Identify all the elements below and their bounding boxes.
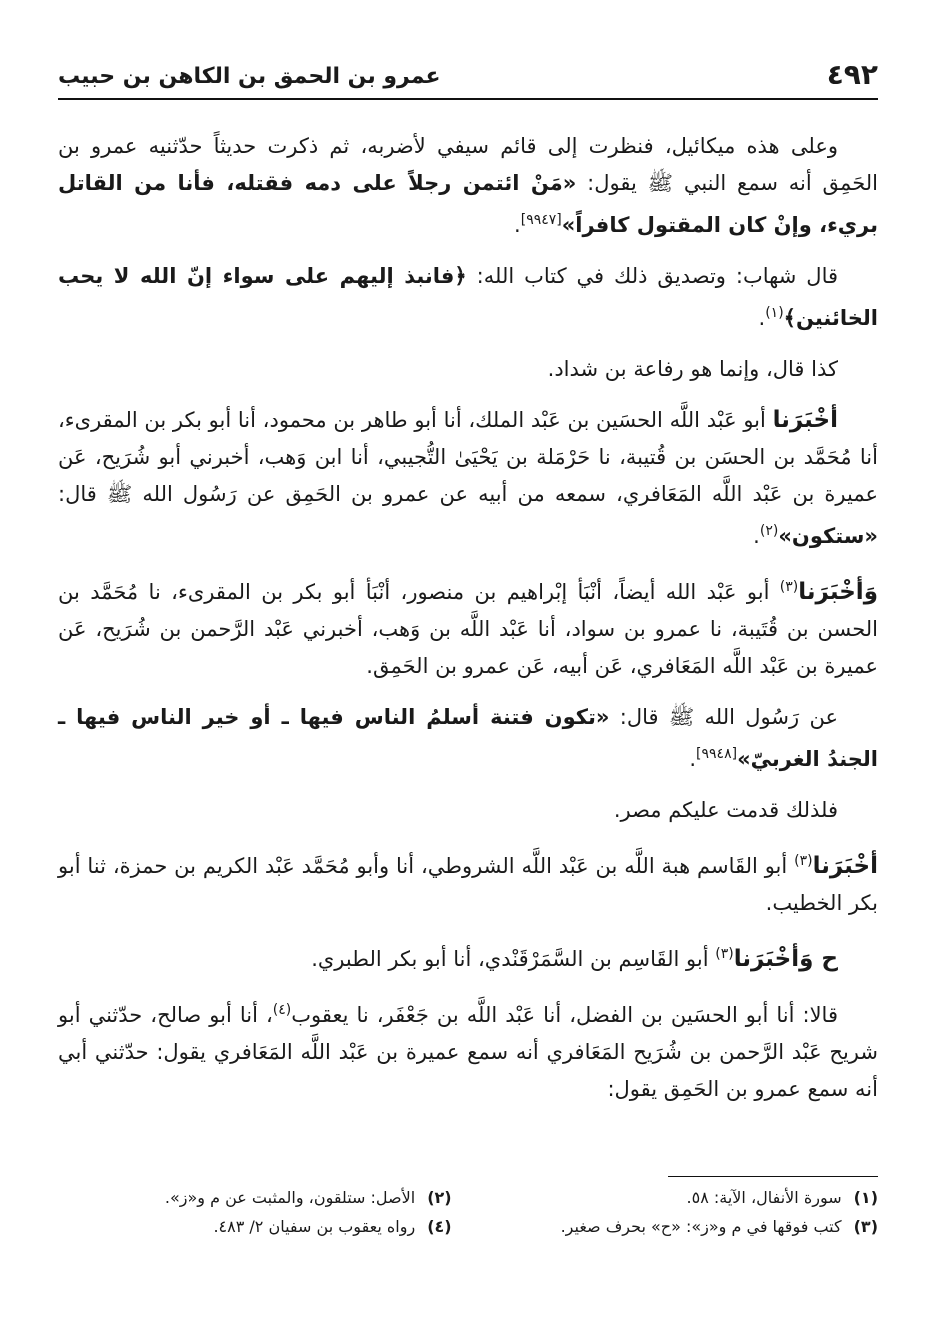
- footnote-ref: (٣): [779, 579, 799, 595]
- paragraph-text: قال شهاب: وتصديق ذلك في كتاب الله:: [466, 264, 839, 288]
- paragraph-7: [58, 792, 878, 829]
- footnote-1: [484, 1188, 878, 1207]
- period: .: [753, 524, 760, 548]
- chain-lead-word: أخْبَرَنا: [772, 407, 838, 433]
- paragraph-5: [58, 569, 878, 685]
- period: .: [758, 306, 766, 330]
- footnote-number: (٢): [427, 1188, 452, 1207]
- footnote-text: سورة الأنفال، الآية: ٥٨.: [686, 1188, 842, 1207]
- book-page: [58, 48, 878, 1298]
- footnote-ref: (٣): [794, 853, 813, 869]
- paragraph-9: [58, 936, 878, 978]
- paragraph-10: [58, 992, 878, 1108]
- page-number: ٤٩٢: [826, 58, 878, 91]
- paragraph-4: [58, 402, 878, 555]
- footnote-text: الأصل: ستلقون، والمثبت عن م و«ز».: [164, 1188, 416, 1207]
- footnote-3: [484, 1217, 878, 1236]
- running-title: عمرو بن الحمق بن الكاهن بن حبيب: [58, 64, 441, 89]
- page-body: [58, 128, 878, 1122]
- paragraph-text: أبو القَاسِم بن السَّمَرْقَنْدي، أنا أبو بكر الطبري.: [311, 947, 716, 971]
- page-header: [58, 48, 878, 96]
- footnote-number: (١): [853, 1188, 878, 1207]
- paragraph-8: [58, 843, 878, 922]
- period: .: [514, 213, 521, 237]
- paragraph-text: فلذلك قدمت عليكم مصر.: [613, 798, 838, 822]
- chain-lead-word: ح وَأخْبَرَنا: [733, 946, 838, 972]
- footnote-ref: (٤): [272, 1002, 292, 1018]
- paragraph-6: [58, 699, 878, 778]
- footnote-ref: (٣): [715, 946, 734, 962]
- footnote-number: (٣): [853, 1217, 878, 1236]
- quran-quote: ﴿فانبذ إليهم على سواء إنّ الله لا يحب الخائنين﴾: [58, 264, 878, 330]
- chain-lead-word: أخْبَرَنا: [812, 853, 878, 879]
- hadith-number: [٩٩٤٧]: [520, 212, 562, 228]
- period: .: [689, 747, 697, 771]
- paragraph-text: أبو القَاسم هبة اللَّه بن عَبْد اللَّه الشروطي، أنا وأبو مُحَمَّد عَبْد الكريم بن حمزة، ثنا أبو بكر الخطيب.: [58, 854, 878, 915]
- footnote-2: [58, 1188, 452, 1207]
- hadith-quote: «تكون فتنة أسلمُ الناس فيها ـ أو خير الناس فيها ـ الجندُ الغربيّ»: [58, 705, 878, 771]
- hadith-quote: «مَنْ ائتمن رجلاً على دمه فقتله، فأنا من القاتل بريء، وإنْ كان المقتول كافراً»: [58, 171, 878, 237]
- paragraph-text: كذا قال، وإنما هو رفاعة بن شداد.: [547, 357, 838, 381]
- header-rule: [58, 98, 878, 100]
- paragraph-text: عن رَسُول الله ﷺ قال:: [609, 705, 838, 729]
- footnotes: [58, 1188, 878, 1246]
- paragraph-text: وعلى هذه ميكائيل، فنظرت إلى قائم سيفي لأضربه، ثم ذكرت حديثاً حدّثنيه عمرو بن الحَمِق أنه سمع النبي ﷺ يقول:: [58, 134, 878, 195]
- paragraph-1: [58, 128, 878, 244]
- paragraph-2: [58, 258, 878, 337]
- footnote-4: [58, 1217, 452, 1236]
- footnote-row: [58, 1217, 878, 1236]
- hadith-number: [٩٩٤٨]: [696, 746, 738, 762]
- footnote-rule: [668, 1176, 878, 1177]
- paragraph-text: قالا: أنا أبو الحسَين بن الفضل، أنا عَبْد اللَّه بن جَعْفَر، نا يعقوب: [291, 1003, 838, 1027]
- hadith-quote: «ستكون»: [778, 524, 878, 548]
- footnote-number: (٤): [427, 1217, 452, 1236]
- footnote-ref: (٢): [759, 523, 779, 539]
- paragraph-text: أبو عَبْد اللَّه الحسَين بن عَبْد الملك، أنا أبو طاهر بن محمود، أنا أبو بكر بن المقرىء، أنا مُحَمَّد بن الحسَن بن قُتيبة، نا حَرْمَلة بن يَحْيَىٰ التُّجيبي، أنا ابن وَهب، أخبرني أبو شُرَيح، عَن عميرة بن عَبْد اللَّه المَعَافري، سمعه من أبيه عن عمرو بن الحَمِق عن رَسُول الله ﷺ قال:: [58, 408, 878, 506]
- paragraph-3: [58, 351, 878, 388]
- paragraph-text: ، أنا أبو صالح، حدّثني أبو شريح عَبْد الرَّحمن بن شُرَيح المَعَافري أنه سمع عميرة بن عَبْد اللَّه المَعَافري يقول: حدّثني أبي أنه سمع عمرو بن الحَمِق يقول:: [58, 1003, 878, 1101]
- chain-lead-word: وَأخْبَرَنا: [798, 579, 878, 605]
- footnote-text: رواه يعقوب بن سفيان ٢/ ٤٨٣.: [213, 1217, 416, 1236]
- footnote-text: كتب فوقها في م و«ز»: «ح» بحرف صغير.: [560, 1217, 842, 1236]
- footnote-ref: (١): [765, 305, 784, 321]
- footnote-row: [58, 1188, 878, 1207]
- paragraph-text: أبو عَبْد الله أيضاً، أنْبَأ إبْراهيم بن منصور، أنْبَأ أبو بكر بن المقرىء، نا مُحَمَّد بن الحسن بن قُتَيبة، نا عمرو بن سواد، أنا عَبْد اللَّه بن وَهب، أخبرني عَبْد الرَّحمن بن شُرَيح، عَن عميرة بن عَبْد اللَّه المَعَافري، عَن أبيه، عَن عمرو بن الحَمِق.: [58, 580, 878, 678]
